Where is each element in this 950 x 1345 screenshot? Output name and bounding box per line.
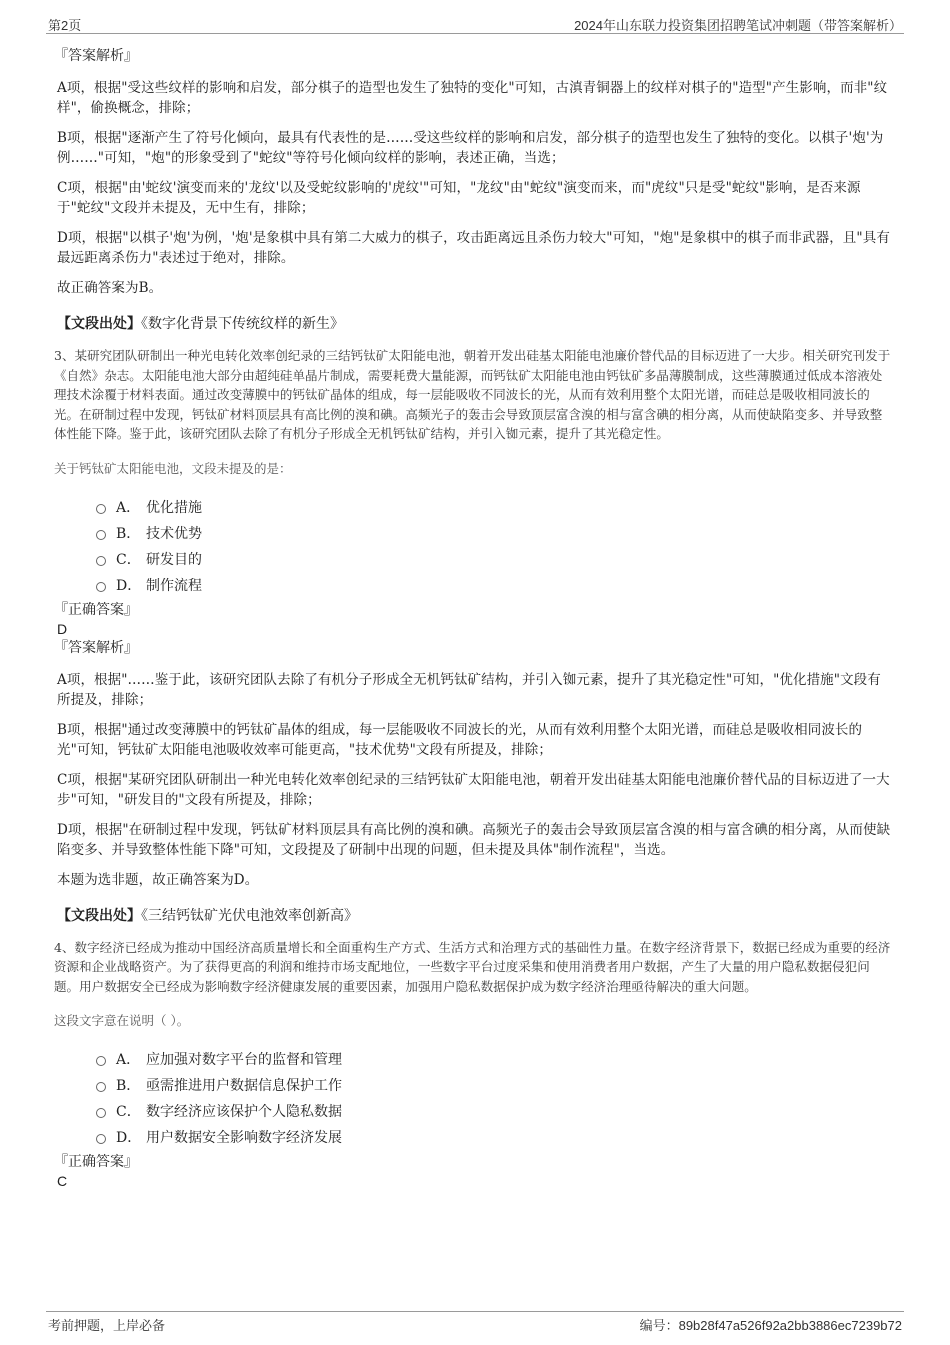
code-label: 编号： (639, 1318, 679, 1333)
analysis-option-b: B项，根据"逐渐产生了符号化倾向，最具有代表性的是……受这些纹样的影响和启发，部分棋子的造型也发生了独特的变化。以棋子'炮'为例……"可知，"炮"的形象受到了"蛇纹"等符号化倾向纹样的影响，表述正确，当选； (57, 130, 884, 166)
radio-icon[interactable] (96, 556, 106, 566)
source-title: 《数字化背景下传统纹样的新生》 (141, 316, 344, 332)
analysis-option-a: A项，根据"……鉴于此，该研究团队去除了有机分子形成全无机钙钛矿结构，并引入铷元素，提升了其光稳定性"可知，"优化措施"文段有所提及，排除； (57, 671, 881, 708)
option-letter: B． (116, 525, 141, 542)
radio-icon[interactable] (96, 1056, 106, 1066)
option-letter: C． (116, 551, 141, 568)
option-letter: A． (116, 1052, 141, 1068)
analysis-option-a: A项，根据"受这些纹样的影响和启发，部分棋子的造型也发生了独特的变化"可知，古滇青铜器上的纹样对棋子的"造型"产生影响，而非"纹样"，偷换概念，排除； (57, 80, 888, 116)
question-3-prompt: 关于钙钛矿太阳能电池，文段未提及的是： (54, 460, 292, 476)
option-text: 用户数据安全影响数字经济发展 (146, 1130, 342, 1146)
footer-slogan: 考前押题，上岸必备 (48, 1318, 166, 1333)
passage-source (54, 314, 894, 334)
radio-icon[interactable] (96, 1082, 106, 1092)
page-number: 第2页 (48, 18, 82, 33)
radio-icon[interactable] (96, 1108, 106, 1118)
question-3-options (54, 494, 894, 598)
question-4-option-b[interactable] (96, 1072, 894, 1098)
analysis-heading: 『答案解析』 (54, 639, 138, 656)
question-4-option-c[interactable] (96, 1098, 894, 1124)
option-letter: D． (116, 577, 142, 594)
passage-source (54, 906, 894, 926)
question-4-stem: 4、数字经济已经成为推动中国经济高质量增长和全面重构生产方式、生活方式和治理方式的基础性力量。在数字经济背景下，数据已经成为重要的经济资源和企业战略资产。为了获得更高的利润和维持市场支配地位，一些数字平台过度采集和使用消费者用户数据，产生了大量的用户隐私数据侵犯问题。用户数据安全已经成为影响数字经济健康发展的重要因素，加强用户隐私数据保护成为数字经济治理亟待解决的重大问题。 (54, 939, 891, 994)
analysis-option-b: B项，根据"通过改变薄膜中的钙钛矿晶体的组成，每一层能吸收不同波长的光，从而有效利用整个太阳光谱，而硅总是吸收相同波长的光"可知，钙钛矿太阳能电池吸收效率可能更高，"技术优势"文段有所提及，排除； (57, 721, 863, 758)
question-3-option-b[interactable] (96, 520, 894, 546)
source-label: 【文段出处】 (57, 907, 141, 924)
option-text: 应加强对数字平台的监督和管理 (146, 1052, 342, 1068)
analysis-option-d: D项，根据"以棋子'炮'为例，'炮'是象棋中具有第二大威力的棋子，攻击距离远且杀伤力较大"可知，"炮"是象棋中的棋子而非武器，且"具有最远距离杀伤力"表述过于绝对，排除。 (57, 230, 890, 266)
option-letter: B． (116, 1078, 141, 1094)
option-text: 数字经济应该保护个人隐私数据 (146, 1104, 342, 1120)
question-3-option-c[interactable] (96, 546, 894, 572)
question-3-option-d[interactable] (96, 572, 894, 598)
analysis-conclusion: 本题为选非题，故正确答案为D。 (57, 871, 259, 888)
question-4-prompt: 这段文字意在说明（ ）。 (54, 1013, 190, 1028)
document-title: 2024年山东联力投资集团招聘笔试冲刺题（带答案解析） (574, 18, 902, 33)
analysis-option-c: C项，根据"某研究团队研制出一种光电转化效率创纪录的三结钙钛矿太阳能电池，朝着开发出硅基太阳能电池廉价替代品的目标迈进了一大步"可知，"研发目的"文段有所提及，排除； (57, 771, 890, 808)
option-letter: C． (116, 1104, 141, 1120)
analysis-option-c: C项，根据"由'蛇纹'演变而来的'龙纹'以及受蛇纹影响的'虎纹'"可知，"龙纹"由"蛇纹"演变而来，而"虎纹"只是受"蛇纹"影响，是否来源于"蛇纹"文段并未提及，无中生有，排除； (57, 180, 861, 216)
correct-answer-heading: 『正确答案』 (54, 1154, 138, 1170)
code-value: 89b28f47a526f92a2bb3886ec7239b72 (678, 1318, 902, 1333)
option-letter: D． (116, 1130, 142, 1146)
radio-icon[interactable] (96, 530, 106, 540)
radio-icon[interactable] (96, 582, 106, 592)
page-content (54, 46, 894, 1190)
question-3-stem: 3、某研究团队研制出一种光电转化效率创纪录的三结钙钛矿太阳能电池，朝着开发出硅基太阳能电池廉价替代品的目标迈进了一大步。相关研究刊发于《自然》杂志。太阳能电池大部分由超纯硅单晶片制成，需要耗费大量能源，而钙钛矿太阳能电池由钙钛矿多晶薄膜制成，这些薄膜通过低成本溶液处理技术涂覆于材料表面。通过改变薄膜中的钙钛矿晶体的组成，每一层能吸收不同波长的光，从而有效利用整个太阳光谱，而硅总是吸收相同波长的光。在研制过程中发现，钙钛矿材料顶层具有高比例的溴和碘。高频光子的轰击会导致顶层富含溴的相与富含碘的相分离，从而使缺陷变多、并导致整体性能下降。鉴于此，该研究团队去除了有机分子形成全无机钙钛矿结构，并引入铷元素，提升了其光稳定性。 (54, 348, 891, 441)
analysis-heading: 『答案解析』 (54, 48, 138, 64)
source-label: 【文段出处】 (57, 316, 141, 332)
option-text: 研发目的 (146, 551, 202, 568)
option-text: 技术优势 (146, 525, 202, 542)
page-footer (46, 1311, 904, 1333)
question-4-option-a[interactable] (96, 1046, 894, 1072)
option-text: 亟需推进用户数据信息保护工作 (146, 1078, 342, 1094)
option-text: 优化措施 (146, 499, 202, 516)
page-header (46, 12, 904, 34)
correct-answer: C (57, 1173, 68, 1189)
analysis-option-d: D项，根据"在研制过程中发现，钙钛矿材料顶层具有高比例的溴和碘。高频光子的轰击会导致顶层富含溴的相与富含碘的相分离，从而使缺陷变多、并导致整体性能下降"可知，文段提及了研制中出现的问题，但未提及具体"制作流程"，当选。 (57, 821, 891, 858)
option-text: 制作流程 (146, 577, 202, 594)
correct-answer-heading: 『正确答案』 (54, 601, 138, 618)
radio-icon[interactable] (96, 1134, 106, 1144)
document-code (640, 1315, 902, 1334)
question-3-option-a[interactable] (96, 494, 894, 520)
radio-icon[interactable] (96, 504, 106, 514)
question-4-options (54, 1046, 894, 1150)
option-letter: A． (116, 499, 141, 516)
analysis-conclusion: 故正确答案为B。 (57, 280, 163, 296)
question-4-option-d[interactable] (96, 1124, 894, 1150)
source-title: 《三结钙钛矿光伏电池效率创新高》 (141, 907, 358, 924)
correct-answer: D (57, 620, 68, 637)
